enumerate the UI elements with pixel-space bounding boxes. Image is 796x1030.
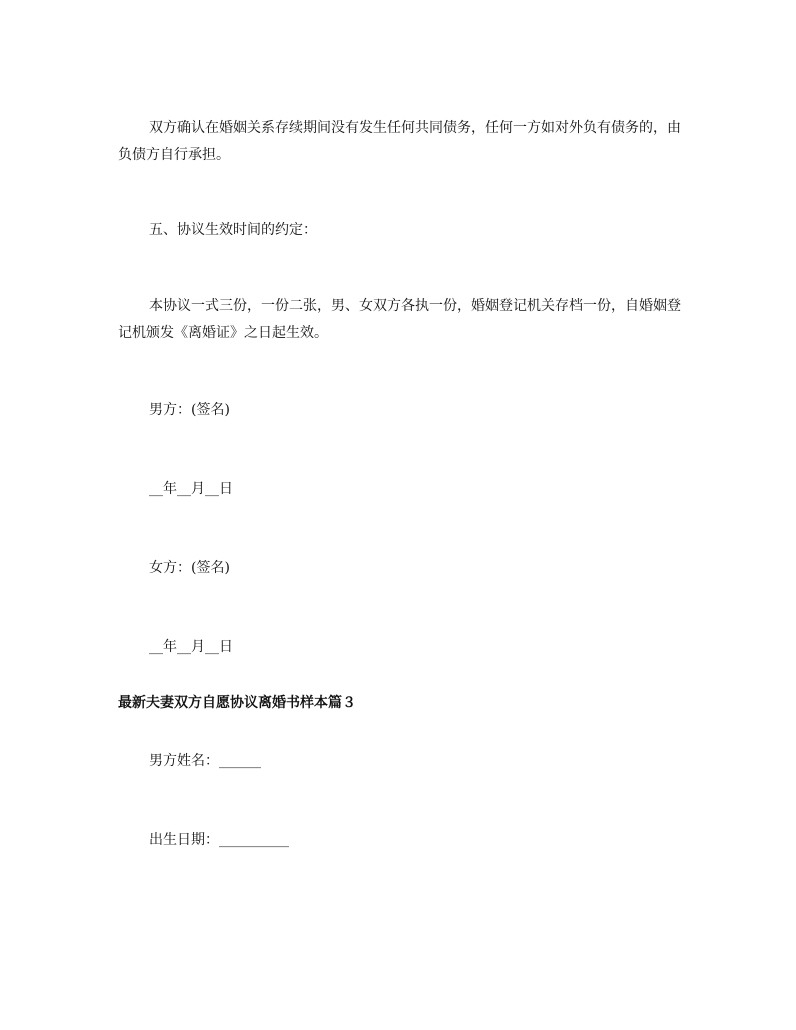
male-date-line: __年__月__日: [149, 481, 233, 497]
female-signature-line: 女方：(签名): [149, 560, 230, 576]
debt-paragraph: 双方确认在婚姻关系存续期间没有发生任何共同债务，任何一方如对外负有债务的，由负债方自行承担。: [118, 120, 681, 163]
section-five-title: 五、协议生效时间的约定：: [149, 222, 317, 238]
section-three-heading: 最新夫妻双方自愿协议离婚书样本篇３: [118, 695, 356, 711]
birth-date-field: 出生日期：__________: [149, 832, 289, 848]
male-signature-line: 男方：(签名): [149, 402, 230, 418]
male-name-field: 男方姓名：______: [149, 753, 261, 769]
effect-paragraph: 本协议一式三份，一份二张，男、女双方各执一份，婚姻登记机关存档一份，自婚姻登记机颁发《离婚证》之日起生效。: [118, 298, 681, 341]
female-date-line: __年__月__日: [149, 639, 233, 655]
